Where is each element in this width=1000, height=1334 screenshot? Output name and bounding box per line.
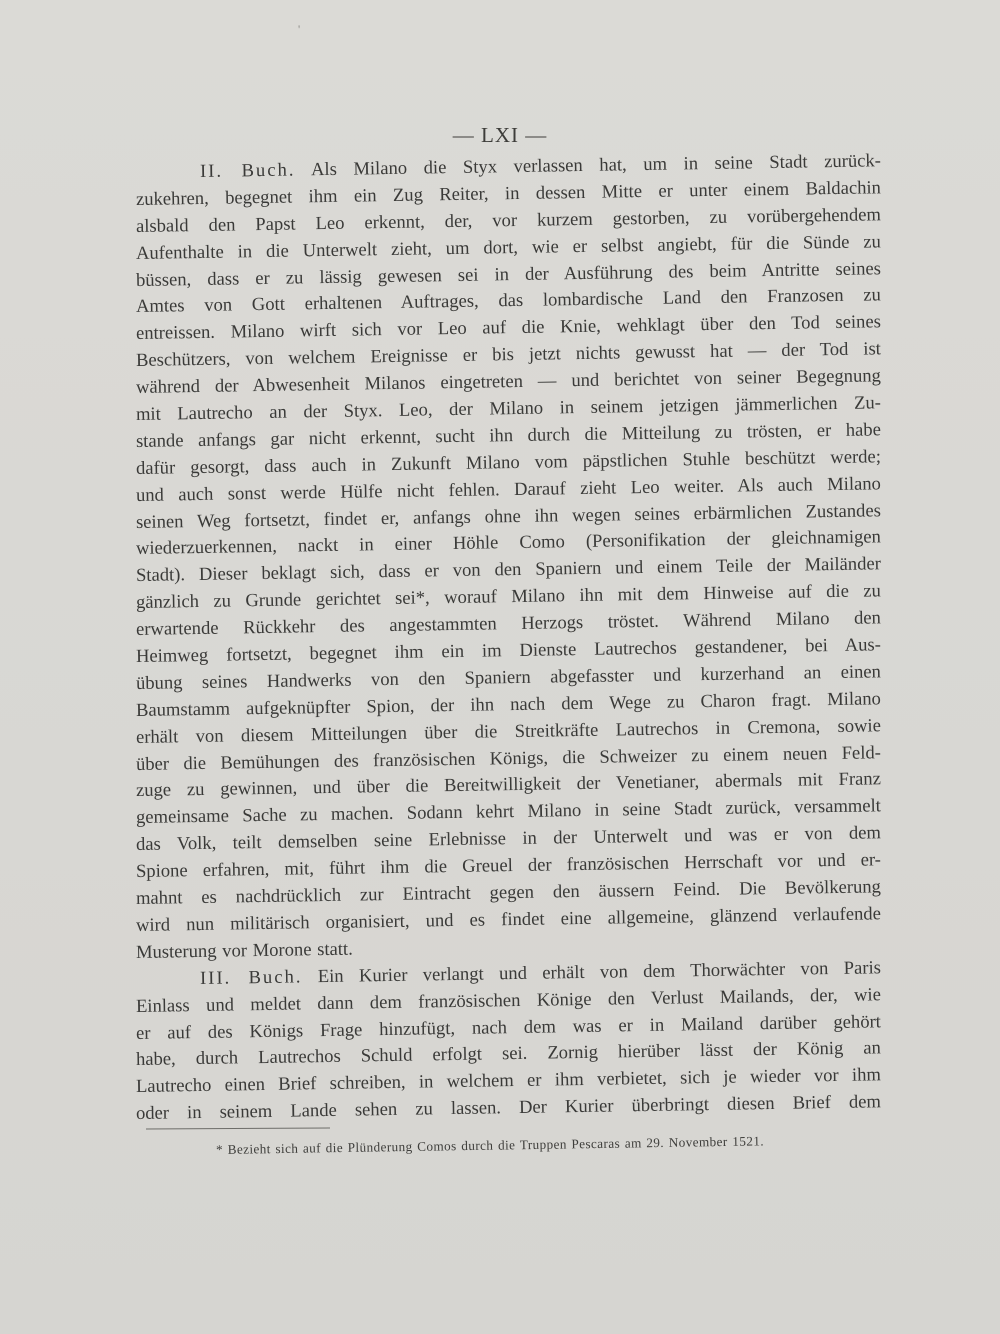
text-line: Lautrecho einen Brief schreiben, in welchem er ihm verbietet, sich je wieder vor ihm [135, 1064, 882, 1098]
text-line: Spione erfahren, mit, führt ihm die Greuel der französischen Herrschaft vor und er- [135, 849, 882, 883]
text-line: Stadt). Dieser beklagt sich, dass er von den Spaniern und einem Teile der Mailänder [135, 553, 882, 587]
text-line: seinen Weg fortsetzt, findet er, anfangs ohne ihn wegen seines erbärmlichen Zustandes [135, 499, 882, 533]
text-line-content: Ein Kurier verlangt und erhält von dem Thorwächter von Paris [317, 957, 882, 987]
book-heading: III. Buch. [199, 966, 303, 989]
footnote: * Bezieht sich auf die Plünderung Comos durch die Truppen Pescaras am 29. November 1521. [215, 1133, 765, 1157]
text-line: alsbald den Papst Leo erkennt, der, vor kurzem gestorben, zu vorübergehendem [135, 204, 882, 237]
text-line: erhält von diesem Mitteilungen über die Streitkräfte Lautrechos in Cremona, sowie [135, 715, 882, 748]
text-line: mahnt es nachdrücklich zur Eintracht gegen den äussern Feind. Die Bevölkerung [135, 876, 882, 910]
text-line: das Volk, teilt demselben seine Erlebnisse in der Unterwelt und was er von dem [135, 822, 882, 856]
stray-mark: ' [298, 22, 301, 36]
text-line: oder in seinem Lande sehen zu lassen. Der Kurier überbringt diesen Brief dem [135, 1091, 882, 1125]
text-line: er auf des Königs Frage hinzufügt, nach dem was er in Mailand darüber gehört [135, 1010, 882, 1044]
text-line: Musterung vor Morone statt. [135, 938, 353, 963]
body-text [135, 150, 882, 1128]
text-line: Baumstamm aufgeknüpfter Spion, der ihn nach dem Wege zu Charon fragt. Milano [135, 688, 882, 721]
text-line: Heimweg fortsetzt, begegnet ihm ein im Dienste Lautrechos gestandener, bei Aus- [135, 634, 882, 668]
text-line: Einlass und meldet dann dem französischen Könige den Verlust Mailands, der, wie [135, 983, 882, 1017]
text-line: dafür gesorgt, dass auch in Zukunft Milano vom päpstlichen Stuhle beschützt werde; [135, 446, 882, 479]
text-line: übung seines Handwerks von den Spaniern abgefasster und kurzerhand an einen [135, 661, 882, 694]
text-line: und auch sonst werde Hülfe nicht fehlen. Darauf zieht Leo weiter. Als auch Milano [135, 472, 882, 506]
text-line: erwartende Rückkehr des angestammten Herzogs tröstet. Während Milano den [135, 607, 882, 641]
text-line: büssen, dass er zu lässig gewesen sei in der Ausführung des beim Antritte seines [135, 257, 882, 291]
text-line: Amtes von Gott erhaltenen Auftrages, das lombardische Land den Franzosen zu [135, 284, 882, 318]
text-line: stande anfangs gar nicht erkennt, sucht ihn durch die Mitteilung zu trösten, er habe [135, 419, 882, 452]
text-line: gemeinsame Sache zu machen. Sodann kehrt Milano in seine Stadt zurück, versammelt [135, 795, 882, 829]
text-line: Aufenthalte in die Unterwelt zieht, um dort, wie er selbst angiebt, für die Sünde zu [135, 230, 882, 264]
text-line: über die Bemühungen des französischen Königs, die Schweizer zu einem neuen Feld- [135, 741, 882, 775]
text-line: habe, durch Lautrechos Schuld erfolgt sei. Zornig hierüber lässt der König an [135, 1037, 882, 1071]
text-line-content: Als Milano die Styx verlassen hat, um in seine Stadt zurück- [310, 150, 882, 181]
text-line: entreissen. Milano wirft sich vor Leo auf die Knie, wehklagt über den Tod seines [135, 311, 882, 345]
text-line: gänzlich zu Grunde gerichtet sei*, worauf Milano ihn mit dem Hinweise auf die zu [135, 580, 882, 614]
text-line: zukehren, begegnet ihm ein Zug Reiter, in dessen Mitte er unter einem Baldachin [135, 177, 882, 210]
text-line: Beschützers, von welchem Ereignisse er bis jetzt nichts gewusst hat — der Tod ist [135, 338, 882, 372]
text-line: wiederzuerkennen, nackt in einer Höhle Como (Personifikation der gleichnamigen [135, 526, 882, 560]
text-line: wird nun militärisch organisiert, und es findet eine allgemeine, glänzend verlaufende [135, 903, 882, 936]
text-line: während der Abwesenheit Milanos eingetreten — und berichtet von seiner Begegnung [135, 365, 882, 399]
text-line: zuge zu gewinnen, und über die Bereitwilligkeit der Venetianer, abermals mit Franz [135, 768, 882, 802]
footnote-divider [146, 1128, 330, 1130]
book-heading: II. Buch. [199, 159, 296, 182]
page-number: — LXI — [452, 123, 548, 147]
text-line: mit Lautrecho an der Styx. Leo, der Milano in seinem jetzigen jämmerlichen Zu- [135, 392, 882, 426]
